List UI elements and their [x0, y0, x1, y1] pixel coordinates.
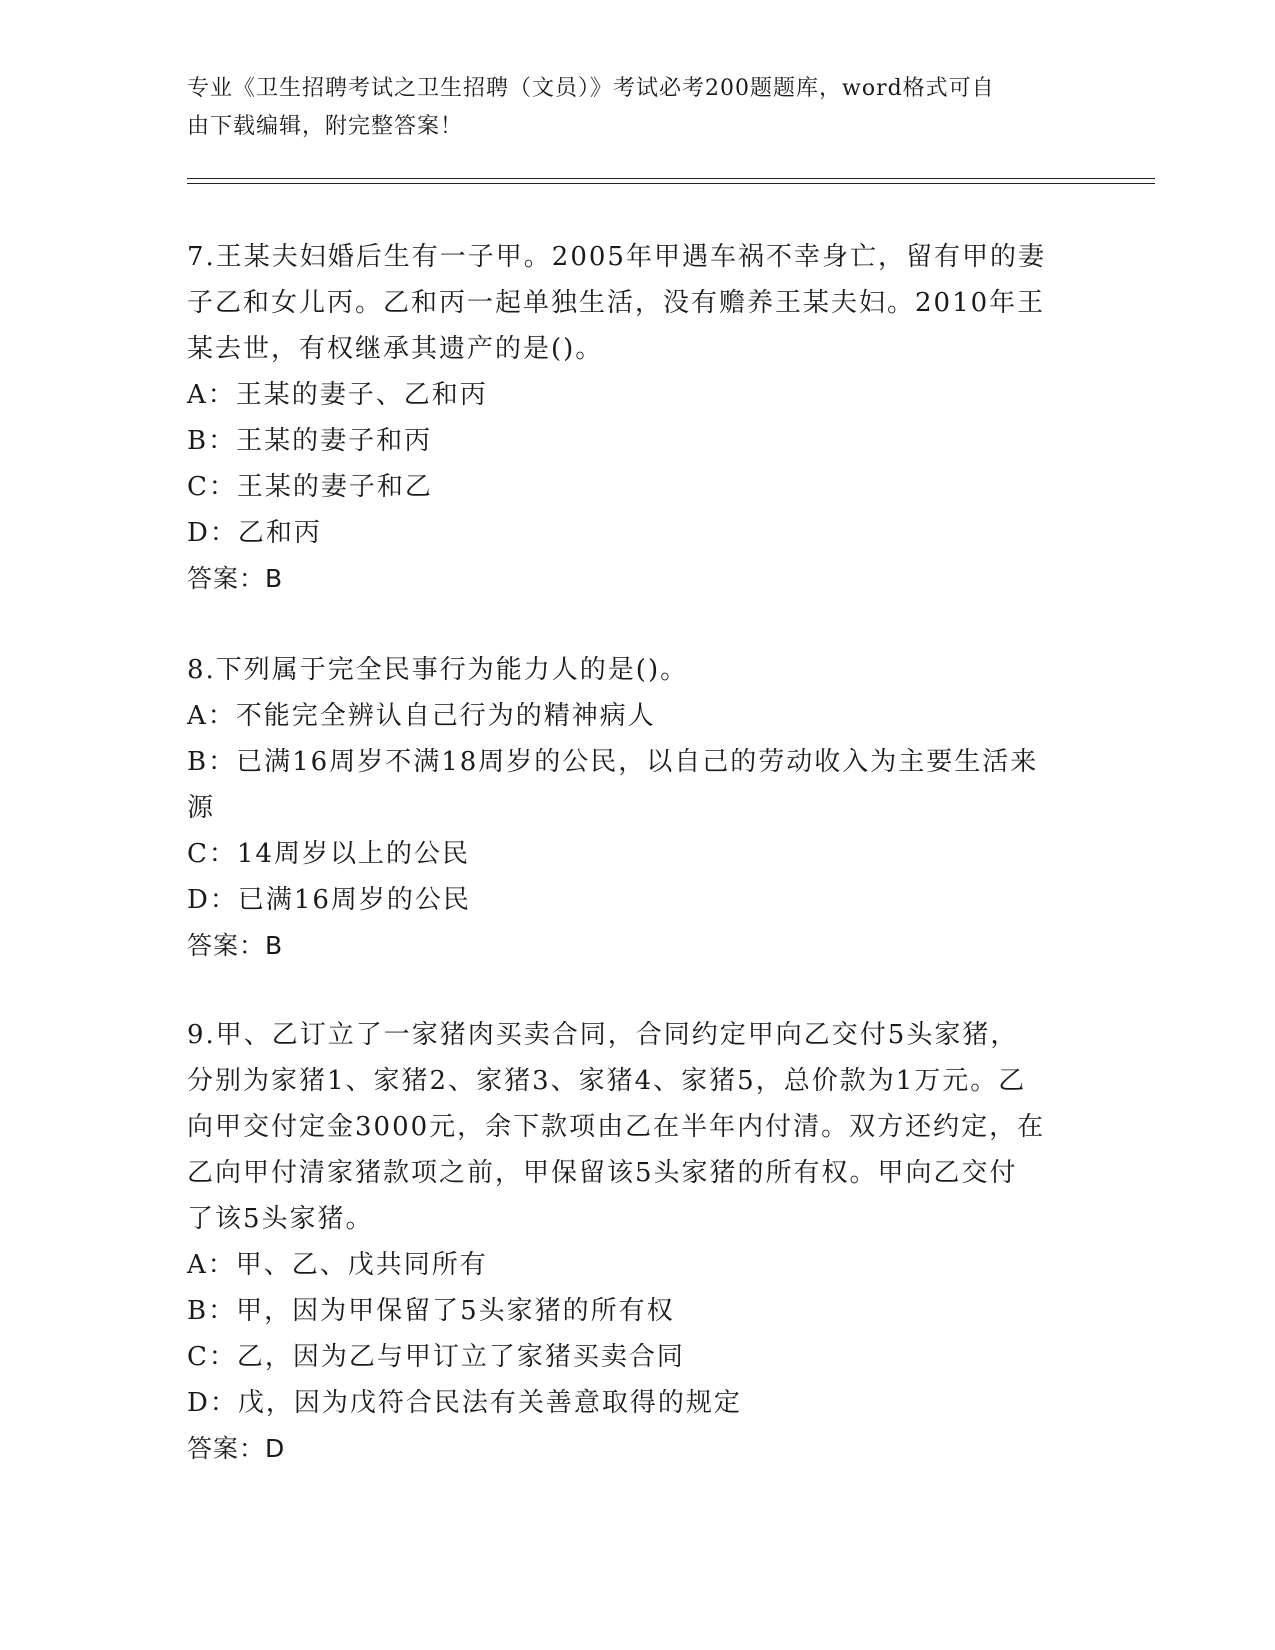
question-text-line: 子乙和女儿丙。乙和丙一起单独生活，没有赡养王某夫妇。2010年王: [187, 288, 1046, 318]
option-c: C：乙，因为乙与甲订立了家猪买卖合同: [187, 1342, 685, 1372]
option-a: A：甲、乙、戊共同所有: [187, 1250, 488, 1280]
question-text-line: 8.下列属于完全民事行为能力人的是()。: [187, 655, 689, 685]
question-text-line: 9.甲、乙订立了一家猪肉买卖合同，合同约定甲向乙交付5头家猪，: [187, 1020, 1019, 1050]
question-text-line: 某去世，有权继承其遗产的是()。: [187, 334, 604, 364]
header-divider-top: [187, 178, 1155, 179]
document-header: [187, 70, 1067, 146]
option-d: D：乙和丙: [187, 518, 322, 548]
question-9: [187, 1012, 1087, 1472]
question-text-line: 向甲交付定金3000元，余下款项由乙在半年内付清。双方还约定，在: [187, 1112, 1046, 1142]
option-c: C：14周岁以上的公民: [187, 839, 470, 869]
option-c: C：王某的妻子和乙: [187, 472, 433, 502]
question-text-line: 7.王某夫妇婚后生有一子甲。2005年甲遇车祸不幸身亡，留有甲的妻: [187, 242, 1046, 272]
header-divider-bottom: [187, 183, 1155, 184]
answer: 答案：B: [187, 931, 284, 960]
answer: 答案：D: [187, 1434, 286, 1463]
option-b: B：王某的妻子和丙: [187, 426, 433, 456]
answer: 答案：B: [187, 564, 284, 593]
question-text-line: 分别为家猪1、家猪2、家猪3、家猪4、家猪5，总价款为1万元。乙: [187, 1066, 1027, 1096]
option-a: A：王某的妻子、乙和丙: [187, 380, 488, 410]
question-8: [187, 647, 1087, 969]
question-7: [187, 234, 1087, 602]
option-d: D：戊，因为戊符合民法有关善意取得的规定: [187, 1388, 742, 1418]
header-line-1: 专业《卫生招聘考试之卫生招聘（文员）》考试必考200题题库，word格式可自: [187, 76, 995, 101]
option-a: A：不能完全辨认自己行为的精神病人: [187, 701, 656, 731]
option-b: B：甲，因为甲保留了5头家猪的所有权: [187, 1296, 675, 1326]
option-d: D：已满16周岁的公民: [187, 885, 471, 915]
header-line-2: 由下载编辑，附完整答案！: [187, 114, 464, 139]
question-text-line: 乙向甲付清家猪款项之前，甲保留该5头家猪的所有权。甲向乙交付: [187, 1158, 1018, 1188]
option-b: B：已满16周岁不满18周岁的公民，以自己的劳动收入为主要生活来: [187, 747, 1039, 777]
option-b-continued: 源: [187, 793, 216, 823]
question-text-line: 了该5头家猪。: [187, 1204, 374, 1234]
